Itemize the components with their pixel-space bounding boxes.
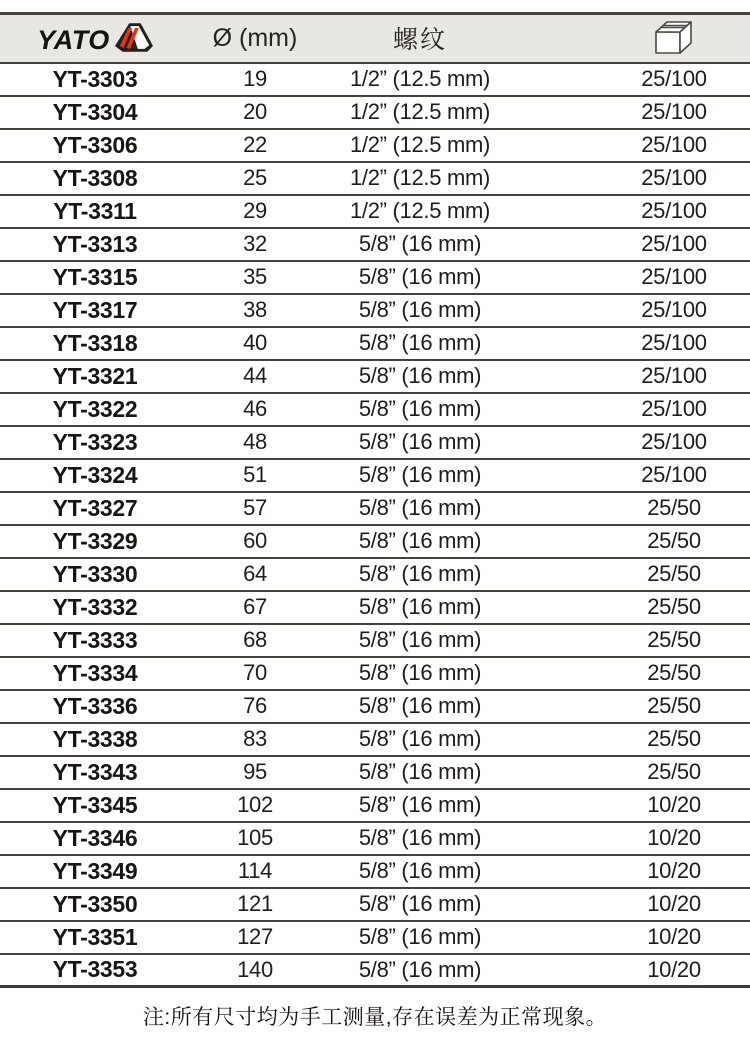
diameter-cell: 51: [190, 459, 320, 492]
spec-table-header: [0, 14, 750, 63]
pack-cell: 25/100: [520, 228, 750, 261]
model-cell: YT-3322: [0, 393, 190, 426]
table-row: [0, 954, 750, 987]
table-row: [0, 822, 750, 855]
model-cell: YT-3330: [0, 558, 190, 591]
diameter-cell: 95: [190, 756, 320, 789]
pack-cell: 25/50: [520, 756, 750, 789]
table-row: [0, 723, 750, 756]
diameter-cell: 68: [190, 624, 320, 657]
diameter-cell: 25: [190, 162, 320, 195]
table-row: [0, 426, 750, 459]
thread-column-label: 螺纹: [392, 26, 447, 55]
diameter-cell: 60: [190, 525, 320, 558]
table-row: [0, 789, 750, 822]
table-row: [0, 129, 750, 162]
model-cell: YT-3323: [0, 426, 190, 459]
model-cell: YT-3333: [0, 624, 190, 657]
model-cell: YT-3317: [0, 294, 190, 327]
diameter-cell: 105: [190, 822, 320, 855]
thread-cell: 5/8” (16 mm): [320, 756, 520, 789]
diameter-cell: 35: [190, 261, 320, 294]
table-row: [0, 492, 750, 525]
table-row: [0, 888, 750, 921]
diameter-cell: 140: [190, 954, 320, 987]
model-cell: YT-3332: [0, 591, 190, 624]
thread-cell: 5/8” (16 mm): [320, 228, 520, 261]
pack-cell: 10/20: [520, 855, 750, 888]
thread-cell: 1/2” (12.5 mm): [320, 96, 520, 129]
pack-cell: 25/50: [520, 723, 750, 756]
thread-cell: 5/8” (16 mm): [320, 822, 520, 855]
pack-cell: 25/50: [520, 492, 750, 525]
thread-cell: 5/8” (16 mm): [320, 426, 520, 459]
table-row: [0, 63, 750, 96]
thread-cell: 1/2” (12.5 mm): [320, 63, 520, 96]
table-row: [0, 294, 750, 327]
table-row: [0, 393, 750, 426]
thread-cell: 5/8” (16 mm): [320, 459, 520, 492]
pack-cell: 25/100: [520, 459, 750, 492]
thread-cell: 5/8” (16 mm): [320, 294, 520, 327]
diameter-cell: 57: [190, 492, 320, 525]
thread-cell: 5/8” (16 mm): [320, 921, 520, 954]
model-cell: YT-3311: [0, 195, 190, 228]
diameter-cell: 46: [190, 393, 320, 426]
brand-name: YATO: [37, 24, 110, 55]
header-cell-brand: [0, 14, 190, 63]
diameter-cell: 48: [190, 426, 320, 459]
table-row: [0, 855, 750, 888]
yato-logo: [37, 23, 153, 57]
thread-cell: 5/8” (16 mm): [320, 657, 520, 690]
diameter-cell: 121: [190, 888, 320, 921]
pack-cell: 25/100: [520, 426, 750, 459]
diameter-cell: 44: [190, 360, 320, 393]
model-cell: YT-3329: [0, 525, 190, 558]
model-cell: YT-3351: [0, 921, 190, 954]
diameter-cell: 22: [190, 129, 320, 162]
pack-cell: 25/50: [520, 525, 750, 558]
table-row: [0, 195, 750, 228]
pack-cell: 25/100: [520, 261, 750, 294]
thread-cell: 1/2” (12.5 mm): [320, 129, 520, 162]
thread-cell: 5/8” (16 mm): [320, 558, 520, 591]
model-cell: YT-3327: [0, 492, 190, 525]
table-row: [0, 690, 750, 723]
thread-cell: 1/2” (12.5 mm): [320, 162, 520, 195]
table-row: [0, 657, 750, 690]
table-row: [0, 624, 750, 657]
table-row: [0, 756, 750, 789]
pack-cell: 25/100: [520, 294, 750, 327]
thread-cell: 5/8” (16 mm): [320, 261, 520, 294]
pack-cell: 25/100: [520, 360, 750, 393]
diameter-column-label: Ø (mm): [212, 23, 298, 52]
diameter-cell: 29: [190, 195, 320, 228]
table-row: [0, 525, 750, 558]
model-cell: YT-3321: [0, 360, 190, 393]
table-row: [0, 921, 750, 954]
model-cell: YT-3343: [0, 756, 190, 789]
thread-cell: 5/8” (16 mm): [320, 855, 520, 888]
model-cell: YT-3345: [0, 789, 190, 822]
model-cell: YT-3349: [0, 855, 190, 888]
diameter-cell: 64: [190, 558, 320, 591]
pack-cell: 25/100: [520, 129, 750, 162]
diameter-cell: 32: [190, 228, 320, 261]
diameter-cell: 102: [190, 789, 320, 822]
model-cell: YT-3336: [0, 690, 190, 723]
pack-cell: 10/20: [520, 789, 750, 822]
diameter-cell: 20: [190, 96, 320, 129]
diameter-cell: 67: [190, 591, 320, 624]
header-cell-pack: [520, 14, 750, 63]
header-row: [0, 14, 750, 63]
model-cell: YT-3304: [0, 96, 190, 129]
table-row: [0, 459, 750, 492]
table-row: [0, 162, 750, 195]
table-row: [0, 261, 750, 294]
table-row: [0, 360, 750, 393]
header-cell-diameter: [190, 14, 320, 63]
carton-box-icon: [652, 20, 696, 60]
table-row: [0, 558, 750, 591]
pack-cell: 25/50: [520, 558, 750, 591]
diameter-cell: 70: [190, 657, 320, 690]
model-cell: YT-3306: [0, 129, 190, 162]
thread-cell: 5/8” (16 mm): [320, 789, 520, 822]
thread-cell: 5/8” (16 mm): [320, 360, 520, 393]
thread-cell: 1/2” (12.5 mm): [320, 195, 520, 228]
pack-cell: 25/50: [520, 657, 750, 690]
table-row: [0, 591, 750, 624]
thread-cell: 5/8” (16 mm): [320, 327, 520, 360]
thread-cell: 5/8” (16 mm): [320, 723, 520, 756]
diameter-cell: 19: [190, 63, 320, 96]
measurement-note: 注:所有尺寸均为手工测量,存在误差为正常现象。: [142, 1006, 608, 1029]
diameter-cell: 83: [190, 723, 320, 756]
model-cell: YT-3338: [0, 723, 190, 756]
pack-cell: 25/100: [520, 96, 750, 129]
pack-cell: 25/100: [520, 393, 750, 426]
spec-table-body: [0, 63, 750, 987]
thread-cell: 5/8” (16 mm): [320, 525, 520, 558]
diameter-cell: 127: [190, 921, 320, 954]
model-cell: YT-3324: [0, 459, 190, 492]
thread-cell: 5/8” (16 mm): [320, 954, 520, 987]
thread-cell: 5/8” (16 mm): [320, 888, 520, 921]
pack-cell: 10/20: [520, 822, 750, 855]
pack-cell: 25/50: [520, 624, 750, 657]
pack-cell: 25/50: [520, 690, 750, 723]
diameter-cell: 76: [190, 690, 320, 723]
yato-logo-mark-icon: [115, 23, 153, 57]
thread-cell: 5/8” (16 mm): [320, 492, 520, 525]
thread-cell: 5/8” (16 mm): [320, 690, 520, 723]
thread-cell: 5/8” (16 mm): [320, 591, 520, 624]
model-cell: YT-3334: [0, 657, 190, 690]
pack-cell: 25/100: [520, 162, 750, 195]
model-cell: YT-3318: [0, 327, 190, 360]
model-cell: YT-3313: [0, 228, 190, 261]
model-cell: YT-3303: [0, 63, 190, 96]
table-row: [0, 228, 750, 261]
table-row: [0, 327, 750, 360]
pack-cell: 10/20: [520, 954, 750, 987]
thread-cell: 5/8” (16 mm): [320, 393, 520, 426]
thread-cell: 5/8” (16 mm): [320, 624, 520, 657]
model-cell: YT-3346: [0, 822, 190, 855]
diameter-cell: 114: [190, 855, 320, 888]
table-row: [0, 96, 750, 129]
model-cell: YT-3353: [0, 954, 190, 987]
model-cell: YT-3350: [0, 888, 190, 921]
pack-cell: 25/100: [520, 195, 750, 228]
header-cell-thread: [320, 14, 520, 63]
pack-cell: 10/20: [520, 921, 750, 954]
pack-cell: 10/20: [520, 888, 750, 921]
model-cell: YT-3315: [0, 261, 190, 294]
diameter-cell: 40: [190, 327, 320, 360]
pack-cell: 25/50: [520, 591, 750, 624]
diameter-cell: 38: [190, 294, 320, 327]
pack-cell: 25/100: [520, 327, 750, 360]
model-cell: YT-3308: [0, 162, 190, 195]
pack-cell: 25/100: [520, 63, 750, 96]
spec-table: [0, 12, 750, 988]
